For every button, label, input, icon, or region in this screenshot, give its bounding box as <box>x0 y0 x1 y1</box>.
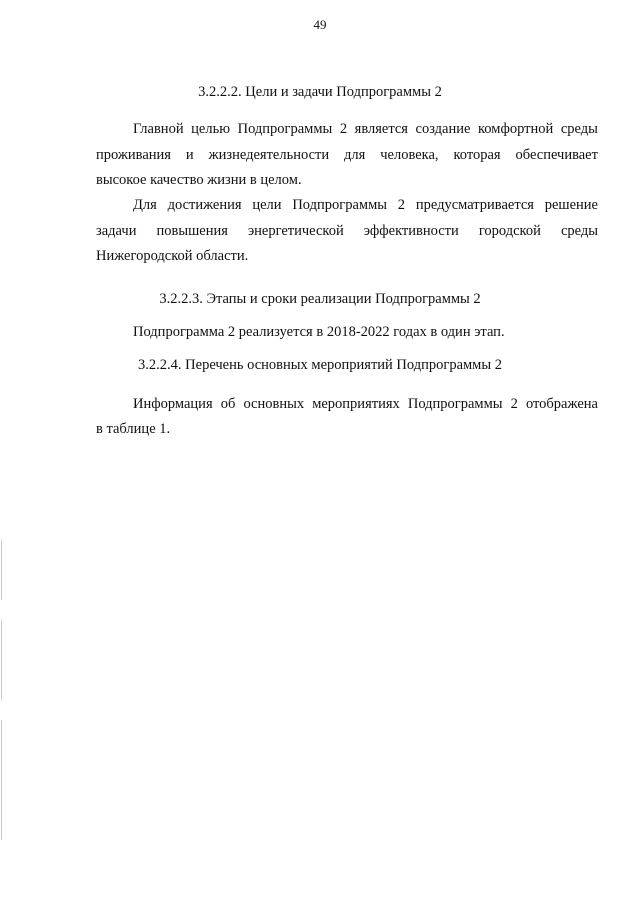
word: среды <box>560 121 598 137</box>
goals-paragraph1-line1 <box>133 119 598 139</box>
word: жизнедеятельности <box>208 147 330 163</box>
word: предусматривается <box>415 197 534 213</box>
goals-paragraph2-line3: Нижегородской области. <box>96 248 249 264</box>
word: Подпрограммы <box>407 396 503 412</box>
word: является <box>354 121 408 137</box>
word: мероприятиях <box>312 396 400 412</box>
word: об <box>220 396 236 412</box>
word: 2 <box>510 396 518 412</box>
word: 2 <box>339 121 348 137</box>
word: основных <box>243 396 305 412</box>
stages-paragraph: Подпрограмма 2 реализуется в 2018-2022 годах в один этап. <box>133 324 505 340</box>
word: решение <box>544 197 598 213</box>
word: 2 <box>397 197 406 213</box>
word: Информация <box>133 396 213 412</box>
goals-paragraph2-line1 <box>133 195 598 215</box>
word: задачи <box>96 223 137 239</box>
word: комфортной <box>478 121 554 137</box>
scan-edge-mark <box>1 720 2 840</box>
scan-edge-mark <box>1 540 2 600</box>
word: человека, <box>380 147 439 163</box>
word: городской <box>478 223 541 239</box>
page-number: 49 <box>313 17 327 32</box>
measures-paragraph-line1 <box>133 394 598 414</box>
word: Подпрограммы <box>237 121 333 137</box>
section-heading-goals: 3.2.2.2. Цели и задачи Подпрограммы 2 <box>198 84 442 100</box>
word: и <box>185 147 194 163</box>
word: повышения <box>156 223 228 239</box>
scan-edge-mark <box>1 620 2 700</box>
word: обеспечивает <box>515 147 598 163</box>
word: эффективности <box>363 223 459 239</box>
goals-paragraph2-line2 <box>96 221 598 241</box>
word: Для <box>133 197 157 213</box>
word: создание <box>415 121 471 137</box>
goals-paragraph1-line2 <box>96 145 598 165</box>
section-heading-stages: 3.2.2.3. Этапы и сроки реализации Подпрограммы 2 <box>159 291 481 307</box>
word: для <box>344 147 366 163</box>
word: среды <box>560 223 598 239</box>
word: отображена <box>525 396 598 412</box>
word: Подпрограммы <box>292 197 387 213</box>
word: которая <box>453 147 501 163</box>
word: цели <box>252 197 282 213</box>
word: достижения <box>167 197 242 213</box>
word: энергетической <box>247 223 344 239</box>
measures-paragraph-line2: в таблице 1. <box>96 421 171 437</box>
section-heading-measures: 3.2.2.4. Перечень основных мероприятий Подпрограммы 2 <box>138 357 502 373</box>
word: Главной <box>133 121 184 137</box>
goals-paragraph1-line3: высокое качество жизни в целом. <box>96 172 302 188</box>
word: целью <box>191 121 231 137</box>
word: проживания <box>96 147 171 163</box>
